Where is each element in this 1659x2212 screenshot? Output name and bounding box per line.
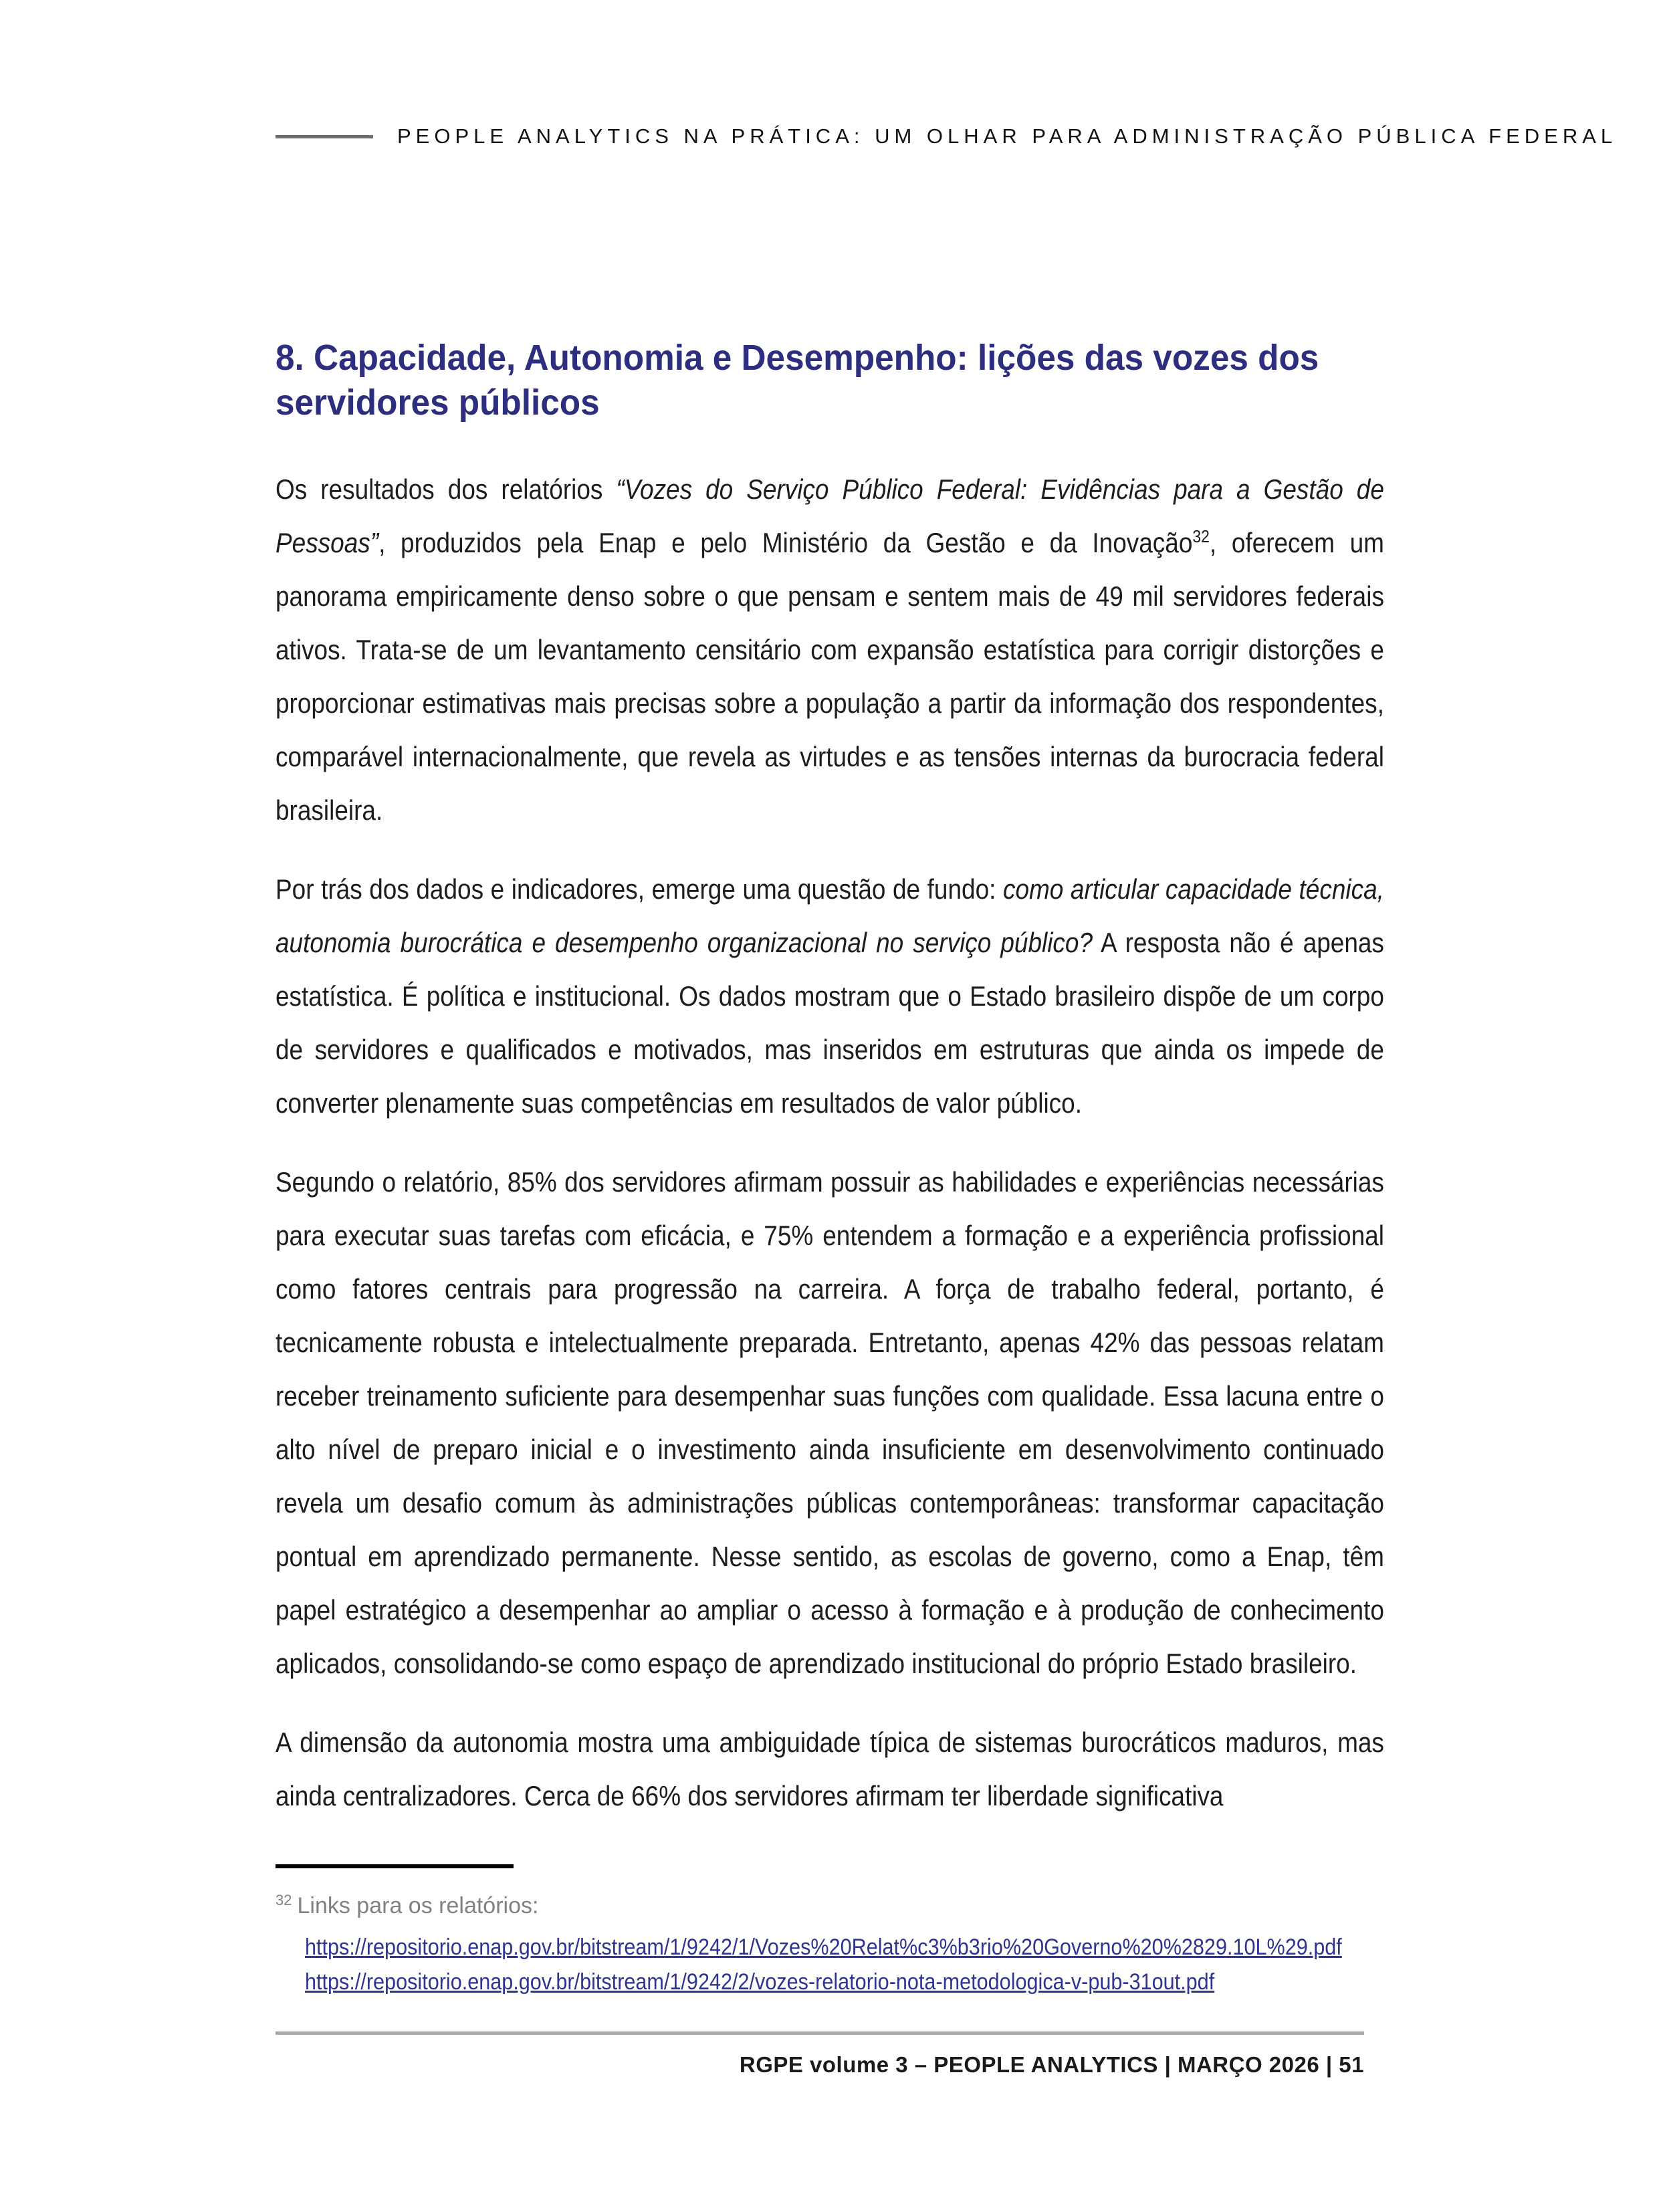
footnote: [275, 1864, 1384, 1999]
footer-text: RGPE volume 3 – PEOPLE ANALYTICS | MARÇO 2026 | 51: [739, 2052, 1364, 2077]
page-footer: [275, 2031, 1364, 2078]
text-segment: Por trás dos dados e indicadores, emerge uma questão de fundo:: [275, 873, 1003, 905]
footnote-rule: [275, 1864, 514, 1868]
text-segment: , oferecem um panorama empiricamente denso sobre o que pensam e sentem mais de 49 mil servidores federais ativos. Trata-se de um levantamento censitário com expansão estatística para corrigir distorções e proporcionar estimativas mais precisas sobre a população a partir da informação dos respondentes, comparável internacionalmente, que revela as virtudes e as tensões internas da burocracia federal brasileira.: [275, 527, 1384, 826]
footnote-label: Links para os relatórios:: [297, 1893, 539, 1918]
text-segment: , produzidos pela Enap e pelo Ministério da Gestão e da Inovação: [378, 527, 1193, 558]
footnote-marker: 32: [275, 1891, 292, 1908]
paragraph: [275, 1155, 1384, 1690]
paragraph: [275, 863, 1384, 1130]
section-title: 8. Capacidade, Autonomia e Desempenho: lições das vozes dos servidores públicos: [275, 338, 1319, 423]
text-segment: A dimensão da autonomia mostra uma ambiguidade típica de sistemas burocráticos maduros, mas ainda centralizadores. Cerca de 66% dos servidores afirmam ter liberdade significativa: [275, 1727, 1384, 1811]
header-rule: [275, 135, 373, 138]
text-segment: Segundo o relatório, 85% dos servidores afirmam possuir as habilidades e experiências necessárias para executar suas tarefas com eficácia, e 75% entendem a formação e a experiência profissional como fatores centrais para progressão na carreira. A força de trabalho federal, portanto, é tecnicamente robusta e intelectualmente preparada. Entretanto, apenas 42% das pessoas relatam receber treinamento suficiente para desempenhar suas funções com qualidade. Essa lacuna entre o alto nível de preparo inicial e o investimento ainda insuficiente em desenvolvimento continuado revela um desafio comum às administrações públicas contemporâneas: transformar capacitação pontual em aprendizado permanente. Nesse sentido, as escolas de governo, como a Enap, têm papel estratégico a desempenhar ao ampliar o acesso à formação e à produção de conhecimento aplicados, consolidando-se como espaço de aprendizado institucional do próprio Estado brasileiro.: [275, 1166, 1384, 1679]
page-content: [275, 336, 1384, 1848]
footnote-link-1[interactable]: https://repositorio.enap.gov.br/bitstream/1/9242/1/Vozes%20Relat%c3%b3rio%20Governo%20%2829.10L%29.pdf: [305, 1934, 1342, 1960]
text-segment: “Vozes do Serviço Público Federal: Evidências para a Gestão de Pessoas”: [275, 473, 1384, 558]
text-segment: A resposta não é apenas estatística. É política e institucional. Os dados mostram que o Estado brasileiro dispõe de um corpo de servidores e qualificados e motivados, mas inseridos em estruturas que ainda os impede de converter plenamente suas competências em resultados de valor público.: [275, 927, 1384, 1119]
footnote-line: [275, 1891, 1384, 1920]
page-header: [275, 124, 1617, 148]
footer-rule: [275, 2031, 1364, 2035]
paragraph: [275, 1716, 1384, 1823]
text-segment: Os resultados dos relatórios: [275, 473, 617, 505]
text-segment: como articular capacidade técnica, autonomia burocrática e desempenho organizacional no serviço público?: [275, 873, 1384, 958]
footnote-reference: 32: [1192, 526, 1210, 546]
body-text: [275, 463, 1384, 1823]
header-title: PEOPLE ANALYTICS NA PRÁTICA: UM OLHAR PARA ADMINISTRAÇÃO PÚBLICA FEDERAL: [397, 124, 1618, 148]
footnote-links: [305, 1930, 1384, 1999]
paragraph: [275, 463, 1384, 837]
footnote-link-2[interactable]: https://repositorio.enap.gov.br/bitstream/1/9242/2/vozes-relatorio-nota-metodologica-v-pub-31out.pdf: [305, 1969, 1215, 1995]
